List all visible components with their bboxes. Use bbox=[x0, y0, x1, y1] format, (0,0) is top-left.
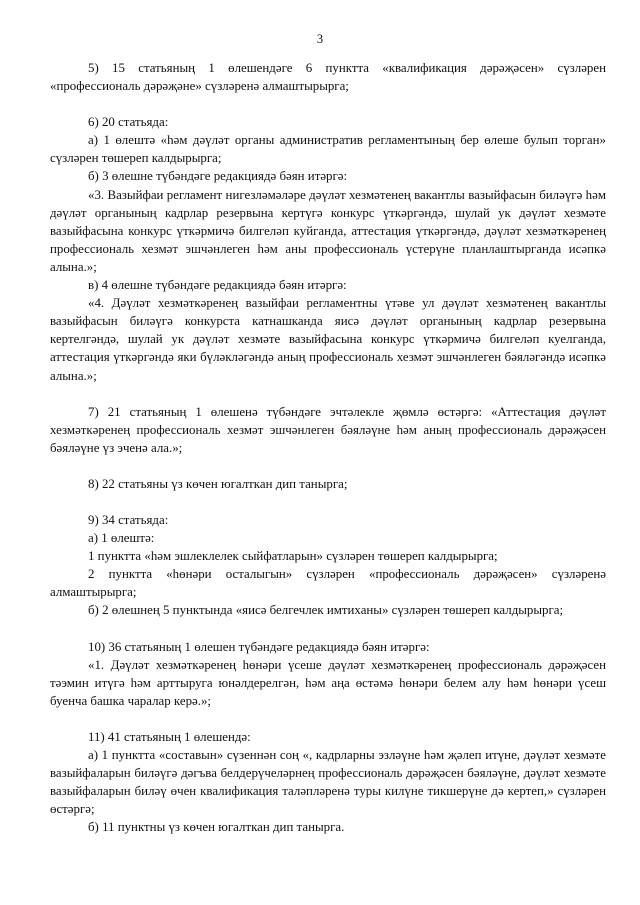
paragraph: «1. Дәүләт хезмәткәренең һөнәри үсеше дәүләт хезмәткәренең профессиональ дәрәҗәсен тәэмин итүгә һәм арттыруга юнәлдерелгән, һәм аңа өстәмә һөнәри белем алу һәм һөнәри үсеш буенча башка чаралар керә.»; bbox=[50, 657, 606, 708]
paragraph: 11) 41 статьяның 1 өлешендә: bbox=[88, 729, 251, 744]
paragraph: в) 4 өлешне түбәндәге редакциядә бәян итәргә: bbox=[88, 278, 347, 293]
paragraph: б) 3 өлешне түбәндәге редакциядә бәян итәргә: bbox=[88, 169, 348, 184]
paragraph: а) 1 өлештә «һәм дәүләт органы административ регламентының бер өлеше булып торган» сүзләрен төшереп калдырырга; bbox=[50, 133, 606, 166]
document-body bbox=[50, 59, 606, 836]
paragraph-gap bbox=[50, 385, 606, 403]
paragraph: 8) 22 статьяны үз көчен югалткан дип танырга; bbox=[88, 476, 348, 491]
paragraph-gap bbox=[50, 457, 606, 475]
paragraph: а) 1 өлештә: bbox=[88, 531, 155, 546]
paragraph: а) 1 пунктта «составын» сүзеннән соң «, кадрларны эзләүне һәм җәлеп итүне, дәүләт хезмәте вазыйфаларын биләүгә дәгъва белдерүчеләрнең профессиональ дәрәҗәсен бәяләүне, дәүләт хезмәте вазыйфаларын биләү өчен квалификация таләпләренә туры килүне тикшерүне дә кертеп,» сүзләрен өстәргә; bbox=[50, 748, 606, 817]
paragraph: б) 2 өлешнең 5 пунктында «яисә белгечлек имтиханы» сүзләрен төшереп калдырырга; bbox=[88, 603, 564, 618]
paragraph: «3. Вазыйфаи регламент нигезләмәләре дәүләт хезмәтенең вакантлы вазыйфасын биләүгә һәм дәүләт органының кадрлар резервына кертүгә конкурс үткәргәндә, шулай ук дәүләт хезмәте вазыйфасына конкурс үткәрмичә билгеләп куйганда, аттестация үткәргәндә, дәүләт хезмәткәренең профессиональ хезмәт эшчәнлеген һәм аны профессиональ үстерүне планлаштырганда исәпкә алына.»; bbox=[50, 187, 606, 274]
page-number: 3 bbox=[316, 32, 324, 46]
paragraph: 2 пунктта «һөнәри осталыгын» сүзләрен «профессиональ дәрәҗәсен» сүзләренә алмаштырырга; bbox=[50, 567, 606, 600]
paragraph: 5) 15 статьяның 1 өлешендәге 6 пунктта «квалификация дәрәҗәсен» сүзләрен «профессиональ дәрәҗәне» сүзләренә алмаштырырга; bbox=[50, 61, 606, 94]
paragraph-gap bbox=[50, 493, 606, 511]
paragraph-gap bbox=[50, 620, 606, 638]
paragraph: 6) 20 статьяда: bbox=[88, 115, 169, 130]
paragraph: «4. Дәүләт хезмәткәренең вазыйфаи регламентны үтәве ул дәүләт хезмәтенең вакантлы вазыйфасын биләүгә конкурста катнашканда яисә дәүләт органының кадрлар резервына кертелгәндә, шулай ук дәүләт хезмәте вазыйфасына конкурс үткәрмичә билгеләп куелганда, аттестация үткәргәндә яки бүләкләгәндә аның профессиональ хезмәт эшчәнлеген бәяләгәндә исәпкә алына.»; bbox=[50, 296, 606, 383]
paragraph: 9) 34 статьяда: bbox=[88, 512, 169, 527]
paragraph-gap bbox=[50, 710, 606, 728]
paragraph: 10) 36 статьяның 1 өлешен түбәндәге редакциядә бәян итәргә: bbox=[88, 639, 430, 654]
paragraph: 7) 21 статьяның 1 өлешенә түбәндәге эчтәлекле җөмлә өстәргә: «Аттестация дәүләт хезмәткәренең профессиональ хезмәт эшчәнлеген бәяләүне һәм аның профессиональ дәрәҗәсен бәяләүне үз эченә ала.»; bbox=[50, 404, 606, 455]
paragraph-gap bbox=[50, 95, 606, 113]
paragraph: б) 11 пунктны үз көчен югалткан дип танырга. bbox=[88, 820, 345, 835]
paragraph: 1 пунктта «һәм эшлеклелек сыйфатларын» сүзләрен төшереп калдырырга; bbox=[88, 549, 498, 564]
